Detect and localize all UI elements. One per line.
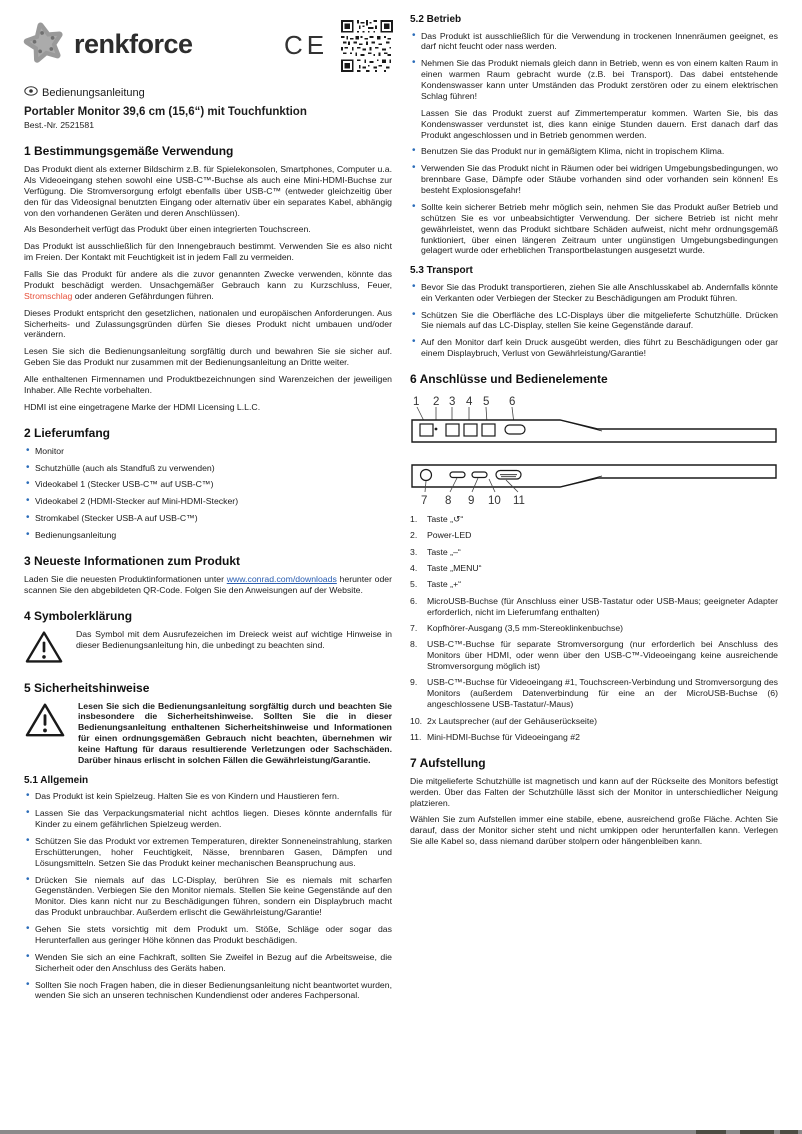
footer-smudge — [696, 1130, 726, 1134]
paragraph: Alle enthaltenen Firmennamen und Produktbezeichnungen sind Warenzeichen der jeweiligen Inhaber. Alle Rechte vorbehalten. — [24, 374, 392, 395]
footer-smudge — [780, 1130, 798, 1134]
list-item: • Wenden Sie sich an eine Fachkraft, sollten Sie Zweifel in Bezug auf die Arbeitsweise, die Sicherheit oder den Anschluss des Geräts haben. — [26, 950, 392, 973]
doc-type-label: Bedienungsanleitung — [42, 86, 145, 99]
text-segment: Falls Sie das Produkt für andere als die zuvor genannten Zwecke verwenden, könnte das Produkt beschädigt werden. Unsachgemäßer Gebrauch kann zu Kurzschluss, Feuer, — [24, 269, 392, 290]
section-5-heading: 5 Sicherheitshinweise — [24, 680, 150, 695]
bullet-icon: • — [26, 529, 30, 540]
list-item: 2. Power-LED — [410, 530, 472, 541]
list-item: • Schutzhülle (auch als Standfuß zu verwenden) — [26, 461, 215, 473]
symbol-explanation-text: Das Symbol mit dem Ausrufezeichen im Dreieck weist auf wichtige Hinweise in dieser Bedienungsanleitung hin, die unbedingt zu beachten sind. — [76, 628, 392, 650]
doc-type-row — [24, 86, 392, 101]
paragraph: Dieses Produkt entspricht den gesetzlichen, nationalen und europäischen Anforderungen. Aus Sicherheits- und Zulassungsgründen dürfen Sie dieses Produkt nicht umbauen und/oder verändern. — [24, 307, 392, 340]
list-item: • Sollte kein sicherer Betrieb mehr möglich sein, nehmen Sie das Produkt außer Betrieb und schützen Sie es vor unbeabsichtigter Verwendung. Der sichere Betrieb ist nicht mehr gewährleistet, wenn das Produkt sichtbare Schäden aufweist, nicht mehr ordnungsgemäß funktioniert, über einen längeren Zeitraum unter ungünstigen Umgebungsbedingungen gelagert wurde oder erheblichen Transportbelastungen ausgesetzt wurde. — [412, 200, 778, 256]
list-item: • Nehmen Sie das Produkt niemals gleich dann in Betrieb, wenn es von einem kalten Raum in einen warmen Raum gebracht wurde (z.B. bei Transport). Das dabei entstehende Kondenswasser kann unter Umständen das Produkt zerstören oder zu einem elektrischen Schlag führen! — [412, 57, 778, 101]
section-6-heading: 6 Anschlüsse und Bedienelemente — [410, 372, 608, 386]
bullet-icon: • — [26, 444, 30, 456]
list-item: 4. Taste „MENU“ — [410, 562, 482, 573]
power-led-dot — [435, 428, 438, 431]
list-item: 3. Taste „–“ — [410, 546, 461, 557]
text-segment: Laden Sie die neuesten Produktinformationen unter — [24, 573, 227, 584]
page-title: Portabler Monitor 39,6 cm (15,6“) mit Touchfunktion — [24, 105, 307, 118]
list-item: 10. 2x Lautsprecher (auf der Gehäuserückseite) — [410, 715, 597, 726]
warning-triangle-icon — [24, 629, 64, 668]
diagram-label: 1 — [413, 396, 420, 408]
downloads-link[interactable]: www.conrad.com/downloads — [226, 573, 337, 584]
page-bottom-edge — [0, 1130, 802, 1134]
bullet-icon: • — [412, 29, 416, 41]
bullet-icon: • — [26, 495, 30, 507]
bullet-icon: • — [26, 950, 30, 962]
diagram-label: 5 — [483, 396, 490, 408]
ce-mark: CE — [284, 30, 329, 60]
monitor-top-edge-diagram — [410, 392, 778, 457]
bullet-icon: • — [412, 336, 416, 348]
list-item: • Lassen Sie das Verpackungsmaterial nicht achtlos liegen. Dieses könnte andernfalls für Kinder zu einem gefährlichen Spielzeug werden. — [26, 807, 392, 829]
list-item: 7. Kopfhörer-Ausgang (3,5 mm-Stereoklinkenbuchse) — [410, 622, 624, 633]
diagram-label: 4 — [466, 396, 473, 408]
list-item: • Benutzen Sie das Produkt nur in gemäßigtem Klima, nicht in tropischem Klima. — [412, 145, 725, 157]
list-item: • Das Produkt ist ausschließlich für die Verwendung in trockenen Innenräumen geeignet, es darf nicht feucht oder nass werden. — [412, 29, 778, 52]
diagram-label: 11 — [513, 494, 525, 507]
connector-list — [410, 514, 778, 743]
list-item: • Bevor Sie das Produkt transportieren, ziehen Sie alle Anschlusskabel ab. Andernfalls könnte ein Verkanten oder Verbiegen der Stecker zu Beschädigungen am Produkt führen. — [412, 280, 778, 303]
text-segment: oder anderen Gefährdungen führen. — [72, 290, 214, 301]
diagram-label: 8 — [445, 494, 452, 507]
list-item: • Das Produkt ist kein Spielzeug. Halten Sie es von Kindern und Haustieren fern. — [26, 790, 340, 802]
list-item: • Videokabel 1 (Stecker USB-C™ auf USB-C™) — [26, 478, 214, 490]
paragraph: Als Besonderheit verfügt das Produkt über einen integrierten Touchscreen. — [24, 224, 311, 235]
danger-word: Stromschlag — [24, 290, 73, 301]
warning-triangle-icon — [24, 701, 66, 742]
section-4-heading: 4 Symbolerklärung — [24, 608, 133, 623]
list-item: 8. USB-C™-Buchse für separate Stromversorgung (nur erforderlich bei Anschluss des Monitors über HDMI, oder wenn über den USB-C™-Videoeingang keine ausreichende Stromversorgung möglich ist) — [410, 639, 778, 671]
diagram-label: 7 — [421, 494, 428, 507]
section-3-heading: 3 Neueste Informationen zum Produkt — [24, 553, 241, 568]
section-2-heading: 2 Lieferumfang — [24, 425, 111, 440]
bullet-icon: • — [26, 512, 30, 524]
bullet-icon: • — [412, 200, 416, 212]
right-column — [410, 14, 778, 853]
diagram-label: 2 — [433, 396, 440, 408]
paragraph: Wählen Sie zum Aufstellen immer eine stabile, ebene, ausreichend große Fläche. Achten Sie darauf, dass der Monitor sicher steht und nicht umkippen oder herunterfallen kann. Verlegen Sie alle Kabel so, dass niemand darüber stolpern oder hängenbleiben kann. — [410, 814, 778, 847]
list-item: 9. USB-C™-Buchse für Videoeingang #1, Touchscreen-Verbindung und Stromversorgung des Monitors (außerdem Datenverbindung für eine an der MicroUSB-Buchse (6) angeschlossene USB-Tastatur/-Maus) — [410, 677, 778, 710]
paragraph: Lesen Sie sich die Bedienungsanleitung sorgfältig durch und bewahren Sie sie sicher auf. Geben Sie das Produkt nur zusammen mit der Bedienungsanleitung an Dritte weiter. — [24, 346, 392, 368]
list-item: Lassen Sie das Produkt zuerst auf Zimmertemperatur kommen. Warten Sie, bis das Kondenswasser verdunstet ist, dies kann einige Stunden dauern. Erst danach darf das Produkt angeschlossen und in Betrieb genommen werden. — [421, 107, 778, 140]
bullet-icon: • — [26, 790, 30, 802]
renkforce-logo — [22, 20, 193, 69]
bullet-icon: • — [412, 280, 416, 292]
bullet-icon: • — [26, 834, 30, 846]
transport-list — [410, 282, 778, 359]
footer-smudge — [740, 1130, 774, 1134]
list-item: 11. Mini-HDMI-Buchse für Videoeingang #2 — [410, 731, 580, 742]
section-7-heading: 7 Aufstellung — [410, 755, 486, 770]
symbol-explanation-row — [24, 629, 392, 668]
list-item: • Bedienungsanleitung — [26, 529, 117, 540]
bullet-icon: • — [26, 461, 30, 473]
diagram-label: 3 — [449, 396, 456, 408]
left-column — [24, 86, 392, 1007]
list-item: 6. MicroUSB-Buchse (für Anschluss einer USB-Tastatur oder USB-Maus; geeigneter Adapter erforderlich, nicht im Lieferumfang enthalten) — [410, 595, 778, 617]
bullet-icon: • — [412, 145, 416, 157]
list-item: • Sollten Sie noch Fragen haben, die in dieser Bedienungsanleitung nicht beantwortet wurden, wenden Sie sich an unseren technischen Kundendienst oder anderes Fachpersonal. — [26, 978, 392, 1001]
section-5-1-heading: 5.1 Allgemein — [24, 774, 89, 786]
list-item: • Gehen Sie stets vorsichtig mit dem Produkt um. Stöße, Schläge oder sogar das Herunterfallen aus geringer Höhe können das Produkt beschädigen. — [26, 923, 392, 945]
list-item: • Verwenden Sie das Produkt nicht in Räumen oder bei widrigen Umgebungsbedingungen, wo brennbare Gase, Dämpfe oder Stäube vorhanden sind oder vorhanden sein können! Es besteht Explosionsgefahr! — [412, 162, 778, 195]
star-logo-icon — [22, 20, 66, 69]
bullet-icon: • — [412, 162, 416, 174]
section-5-3-heading: 5.3 Transport — [410, 265, 473, 277]
eye-icon — [24, 86, 38, 101]
text-segment: herunter oder scannen Sie den abgebildeten QR-Code. Folgen Sie den Anweisungen auf der Website. — [24, 573, 392, 595]
diagram-label: 10 — [488, 494, 501, 507]
general-safety-list — [24, 791, 392, 1001]
delivery-list — [24, 446, 392, 541]
list-item: • Schützen Sie die Oberfläche des LC-Displays über die mitgelieferte Schutzhülle. Drücken Sie niemals auf das LC-Display, stellen Sie keine Gegenstände darauf. — [412, 308, 778, 331]
paragraph — [24, 269, 392, 302]
bullet-icon: • — [26, 807, 30, 819]
list-item: • Drücken Sie niemals auf das LC-Display, berühren Sie es niemals mit scharfen Gegenständen. Verbiegen Sie den Monitor niemals. Stellen Sie keine Gegenstände auf den Monitor. Dies kann nicht nur zu Beschädigungen führen, sondern ein Displaybruch macht das Produkt unbrauchbar. Außerdem erlischt die Gewährleistung/Garantie! — [26, 873, 392, 918]
list-item: • Stromkabel (Stecker USB-A auf USB-C™) — [26, 512, 198, 524]
section-5-2-heading: 5.2 Betrieb — [410, 14, 462, 25]
paragraph: HDMI ist eine eingetragene Marke der HDMI Licensing L.L.C. — [24, 401, 261, 412]
list-item: • Videokabel 2 (HDMI-Stecker auf Mini-HDMI-Stecker) — [26, 495, 239, 507]
list-item: 5. Taste „+“ — [410, 579, 462, 590]
section-1-heading: 1 Bestimmungsgemäße Verwendung — [24, 144, 234, 158]
list-item: • Schützen Sie das Produkt vor extremen Temperaturen, direkter Sonneneinstrahlung, starken Erschütterungen, hoher Feuchtigkeit, Nässe, brennbaren Gasen, Dämpfen und Lösungsmitteln. Setzen Sie das Produkt keiner mechanischen Beanspruchung aus. — [26, 834, 392, 868]
bullet-icon: • — [26, 873, 30, 885]
bullet-icon: • — [26, 978, 30, 990]
paragraph — [24, 574, 392, 596]
brand-name: renkforce — [74, 29, 193, 59]
operation-list — [410, 31, 778, 257]
list-item: • Auf den Monitor darf kein Druck ausgeübt werden, dies führt zu Beschädigungen oder gar einem Displaybruch, Verlust von Gewährleistung/Garantie! — [412, 336, 778, 359]
list-item: • Monitor — [26, 444, 64, 456]
safety-intro-row — [24, 701, 392, 766]
diagram-label: 9 — [468, 494, 475, 507]
list-item: 1. Taste „↺“ — [410, 513, 464, 524]
paragraph: Das Produkt dient als externer Bildschirm z.B. für Spielekonsolen, Smartphones, Computer u.a. Als Videoeingang stehen sowohl eine USB-C™-Buchse als auch eine Mini-HDMI-Buchse zur Verfügung. Die Stromversorgung erfolgt ebenfalls über USB-C™ (entweder gleichzeitig über den für das Videosignal benutzten Eingang oder alternativ über ein separates Kabel, abhängig von den vorhandenen Geräten und deren Anschlüssen). — [24, 164, 392, 218]
diagram-label: 6 — [509, 396, 516, 408]
monitor-bottom-edge-diagram — [410, 461, 778, 512]
paragraph: Das Produkt ist ausschließlich für den Innengebrauch bestimmt. Verwenden Sie es also nicht im Freien. Der Kontakt mit Feuchtigkeit ist in jedem Fall zu vermeiden. — [24, 241, 392, 263]
order-number: Best.-Nr. 2521581 — [24, 120, 95, 131]
bullet-icon: • — [412, 308, 416, 320]
safety-intro-text: Lesen Sie sich die Bedienungsanleitung sorgfältig durch und beachten Sie insbesondere die Sicherheitshinweise. Sollten Sie die in dieser Bedienungsanleitung enthaltenen Sicherheitshinweise und Informationen für einen ordnungsgemäßen Gebrauch nicht beachten, übernehmen wir keine Haftung für daraus resultierende Verletzungen oder Sachschäden. Darüber hinaus erlischt in solchen Fällen die Gewährleistung/Garantie. — [78, 700, 392, 765]
paragraph: Die mitgelieferte Schutzhülle ist magnetisch und kann auf der Rückseite des Monitors befestigt werden. Über das Falten der Schutzhülle lässt sich der Monitor in unterschiedlicher Neigung platzieren. — [410, 775, 778, 808]
bullet-icon: • — [26, 478, 30, 490]
bullet-icon: • — [412, 57, 416, 69]
bullet-icon: • — [26, 923, 30, 934]
qr-code — [341, 20, 393, 77]
